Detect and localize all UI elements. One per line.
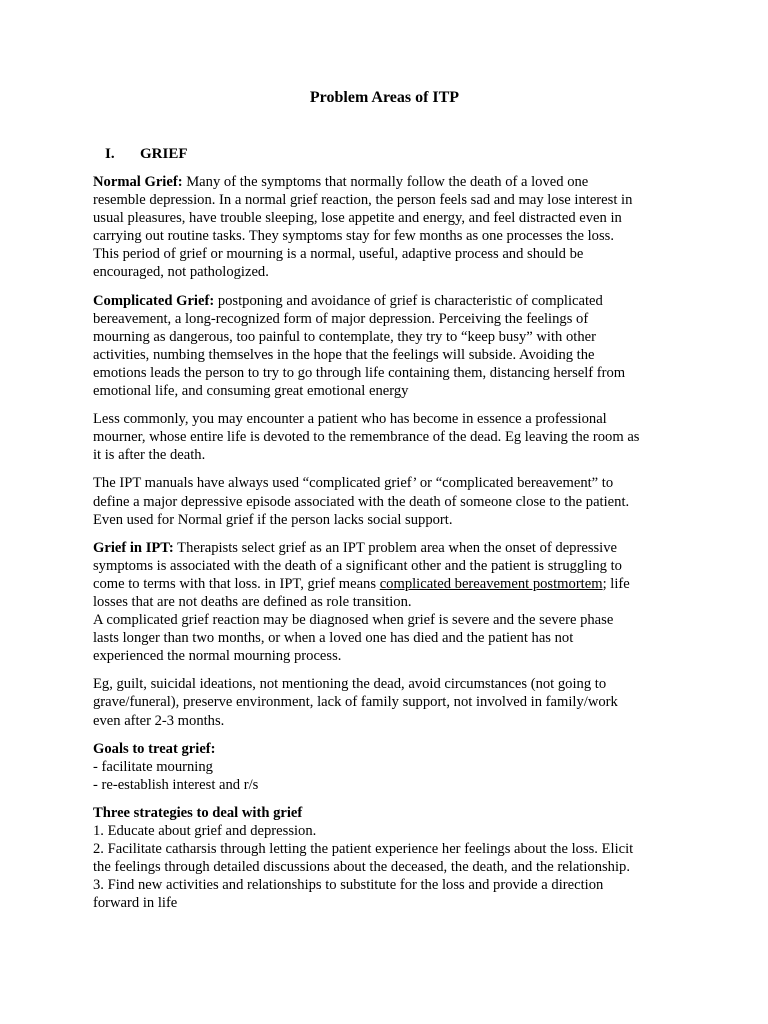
document-body <box>93 173 683 912</box>
section-title: GRIEF <box>140 146 188 162</box>
strategies-heading: Three strategies to deal with grief <box>93 804 303 821</box>
normal-grief-label: Normal Grief: <box>93 174 183 190</box>
paragraph-examples: Eg, guilt, suicidal ideations, not mentioning the dead, avoid circumstances (not going to grave/funeral), preserve environment, lack of family support, not involved in family/work even after 2-3 months. <box>93 676 618 729</box>
goals-heading: Goals to treat grief: <box>93 740 216 757</box>
list-item: - re-establish interest and r/s <box>93 776 259 793</box>
list-item: 2. Facilitate catharsis through letting the patient experience her feelings about the loss. Elicit <box>93 841 634 858</box>
document-title: Problem Areas of ITP <box>309 89 460 106</box>
list-item: 1. Educate about grief and depression. <box>93 823 317 839</box>
paragraph-professional-mourner: Less commonly, you may encounter a patient who has become in essence a professional mourner, whose entire life is devoted to the remembrance of the dead. Eg leaving the room as it is after the death. <box>93 411 640 464</box>
paragraph-strategies: Three strategies to deal with grief 1. Educate about grief and depression. 2. Facilitate catharsis through letting the patient experience her feelings about the loss. Elicit the feelings through detailed discussions about the deceased, the death, and the relationship. 3. Find new activities and relationships to substitute for the loss and provide a direction forward in life <box>93 804 683 913</box>
grief-in-ipt-label: Grief in IPT: <box>93 539 174 556</box>
section-number: I. <box>105 146 115 162</box>
paragraph-complicated-grief: Complicated Grief: postponing and avoidance of grief is characteristic of complicated bereavement, a long-recognized form of major depression. Perceiving the feelings of mourning as dangerous, too painful to contemplate, they try to “keep busy” with other activities, numbing themselves in the hope that the feelings will subside. Avoiding the emotions leads the person to try to go through life containing them, distancing herself from emotional life, and consuming great emotional energy <box>93 292 626 400</box>
paragraph-normal-grief: Normal Grief: Many of the symptoms that normally follow the death of a loved one resemble depression. In a normal grief reaction, the person feels sad and may lose interest in usual pleasures, have trouble sleeping, lose appetite and energy, and feel distracted even in carrying out routine tasks. They symptoms stay for few months as one processes the loss. This period of grief or mourning is a normal, useful, adaptive process and should be encouraged, not pathologized. <box>93 174 633 281</box>
list-item: 3. Find new activities and relationships to substitute for the loss and provide a direction <box>93 877 604 894</box>
underlined-term: complicated bereavement postmortem <box>379 575 603 592</box>
paragraph-ipt-manuals: The IPT manuals have always used “complicated grief’ or “complicated bereavement” to define a major depressive episode associated with the death of someone close to the patient. Even used for Normal grief if the person lacks social support. <box>93 475 630 528</box>
paragraph-grief-in-ipt: Grief in IPT: Therapists select grief as an IPT problem area when the onset of depressive symptoms is associated with the death of a significant other and the patient is struggling to come to terms with that loss. in IPT, grief means complicated bereavement postmortem; life losses that are not deaths are defined as role transition. A complicated grief reaction may be diagnosed when grief is severe and the severe phase lasts longer than two months, or when a loved one has died and the patient has not experienced the normal mourning process. <box>93 539 630 665</box>
list-item: - facilitate mourning <box>93 758 213 775</box>
paragraph-goals <box>93 740 683 794</box>
complicated-grief-label: Complicated Grief: <box>93 292 215 309</box>
section-heading <box>105 145 188 163</box>
